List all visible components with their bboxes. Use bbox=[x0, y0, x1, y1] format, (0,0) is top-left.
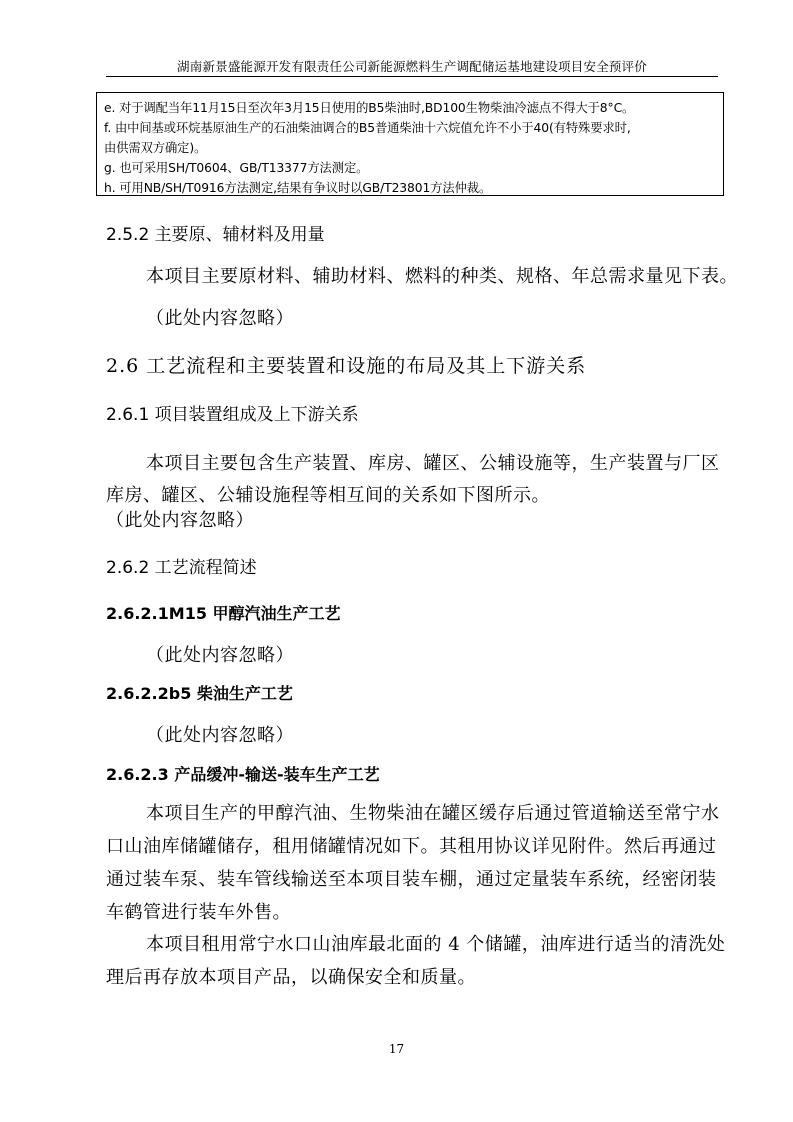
page-header: 湖南新景盛能源开发有限责任公司新能源燃料生产调配储运基地建设项目安全预评价 bbox=[177, 59, 647, 74]
omitted-content-note: （此处内容忽略） bbox=[106, 510, 254, 531]
paragraph-line: 库房、罐区、公辅设施程等相互间的关系如下图所示。 bbox=[106, 485, 550, 506]
paragraph-line: 本项目主要包含生产装置、库房、罐区、公辅设施等，生产装置与厂区 bbox=[146, 453, 720, 474]
note-line: e. 对于调配当年11月15日至次年3月15日使用的B5柴油时,BD100生物柴油冷滤点不得大于8°C。 bbox=[104, 101, 635, 115]
paragraph-line: 本项目租用常宁水口山油库最北面的 4 个储罐，油库进行适当的清洗处 bbox=[146, 934, 726, 955]
omitted-content-note: （此处内容忽略） bbox=[146, 308, 294, 329]
section-heading-2-6: 2.6 工艺流程和主要装置和设施的布局及其上下游关系 bbox=[106, 355, 587, 377]
paragraph-line: 口山油库储罐储存，租用储罐情况如下。其租用协议详见附件。然后再通过 bbox=[106, 836, 717, 857]
omitted-content-note: （此处内容忽略） bbox=[146, 645, 294, 666]
paragraph: 本项目主要原材料、辅助材料、燃料的种类、规格、年总需求量见下表。 bbox=[146, 266, 738, 287]
omitted-content-note: （此处内容忽略） bbox=[146, 725, 294, 746]
section-heading-2-6-2-2: 2.6.2.2b5 柴油生产工艺 bbox=[106, 684, 293, 703]
note-line: f. 由中间基或环烷基原油生产的石油柴油调合的B5普通柴油十六烷值允许不小于40(有特殊要求时, bbox=[104, 121, 631, 135]
section-heading-2-5-2: 2.5.2 主要原、辅材料及用量 bbox=[106, 225, 325, 245]
section-heading-2-6-2: 2.6.2 工艺流程简述 bbox=[106, 558, 257, 578]
header-rule bbox=[106, 76, 718, 77]
note-line: h. 可用NB/SH/T0916方法测定,结果有争议时以GB/T23801方法仲裁。 bbox=[104, 181, 492, 195]
section-heading-2-6-2-3: 2.6.2.3 产品缓冲-输送-装车生产工艺 bbox=[106, 765, 380, 784]
paragraph-line: 通过装车泵、装车管线输送至本项目装车棚，通过定量装车系统，经密闭装 bbox=[106, 869, 717, 890]
note-line: 由供需双方确定)。 bbox=[104, 141, 207, 155]
section-heading-2-6-1: 2.6.1 项目装置组成及上下游关系 bbox=[106, 405, 359, 425]
paragraph-line: 本项目生产的甲醇汽油、生物柴油在罐区缓存后通过管道输送至常宁水 bbox=[146, 803, 720, 824]
section-heading-2-6-2-1: 2.6.2.1M15 甲醇汽油生产工艺 bbox=[106, 604, 341, 623]
paragraph-line: 理后再存放本项目产品，以确保安全和质量。 bbox=[106, 967, 476, 988]
paragraph-line: 车鹤管进行装车外售。 bbox=[106, 902, 291, 923]
note-line: g. 也可采用SH/T0604、GB/T13377方法测定。 bbox=[104, 161, 369, 175]
page-number: 17 bbox=[388, 1042, 405, 1056]
